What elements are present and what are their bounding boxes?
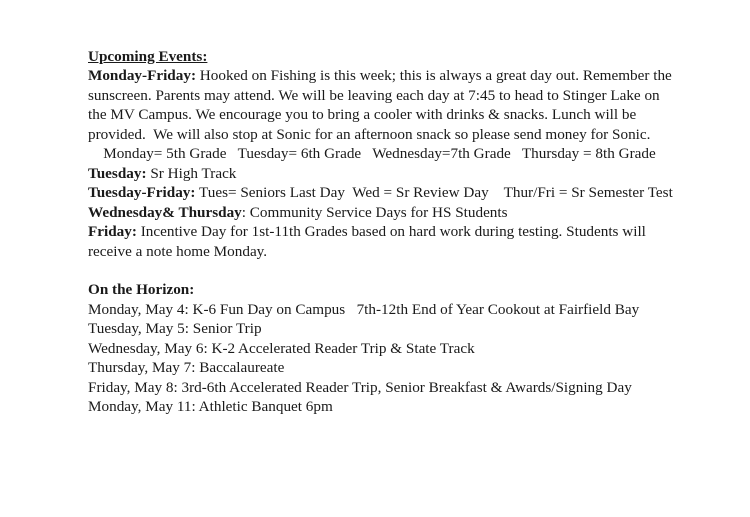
entry-text: Incentive Day for 1st-11th Grades based on hard work during testing. Students will (136, 223, 646, 241)
entry-text: : Community Service Days for HS Students (241, 203, 508, 221)
entry-text: the MV Campus. We encourage you to bring a cooler with drinks & snacks. Lunch will be (88, 106, 637, 124)
on-the-horizon-heading: On the Horizon: (88, 281, 195, 299)
entry-label: Tuesday-Friday: (88, 184, 196, 202)
tuesday-friday-entry (88, 183, 728, 202)
monday-friday-entry (88, 66, 728, 85)
entry-text: provided. We will also stop at Sonic for an afternoon snack so please send money for Sonic. (88, 125, 651, 143)
entry-text: Tues= Seniors Last Day Wed = Sr Review Day Thur/Fri = Sr Semester Test (195, 184, 673, 202)
entry-text: Sr High Track (146, 164, 237, 182)
grade-schedule: Monday= 5th Grade Tuesday= 6th Grade Wednesday=7th Grade Thursday = 8th Grade (88, 145, 656, 163)
upcoming-events-heading: Upcoming Events: (88, 48, 208, 65)
horizon-item: Thursday, May 7: Baccalaureate (88, 359, 285, 377)
wednesday-thursday-entry (88, 203, 728, 222)
tuesday-entry (88, 164, 728, 183)
spacer (88, 261, 728, 280)
entry-label: Friday: (88, 223, 137, 241)
entry-label: Tuesday: (88, 164, 147, 182)
entry-text: sunscreen. Parents may attend. We will be leaving each day at 7:45 to head to Stinger Lake on (88, 86, 660, 104)
horizon-item: Wednesday, May 6: K-2 Accelerated Reader Trip & State Track (88, 339, 475, 357)
entry-label: Monday-Friday: (88, 67, 196, 85)
friday-entry (88, 222, 728, 241)
horizon-item: Monday, May 4: K-6 Fun Day on Campus 7th-12th End of Year Cookout at Fairfield Bay (88, 300, 640, 318)
entry-label: Wednesday& Thursday (88, 203, 242, 221)
horizon-item: Tuesday, May 5: Senior Trip (88, 320, 262, 338)
horizon-item: Monday, May 11: Athletic Banquet 6pm (88, 398, 333, 416)
entry-text: receive a note home Monday. (88, 242, 268, 260)
newsletter-document (88, 47, 728, 417)
horizon-item: Friday, May 8: 3rd-6th Accelerated Reader Trip, Senior Breakfast & Awards/Signing Day (88, 378, 632, 396)
entry-text: Hooked on Fishing is this week; this is always a great day out. Remember the (196, 67, 672, 85)
